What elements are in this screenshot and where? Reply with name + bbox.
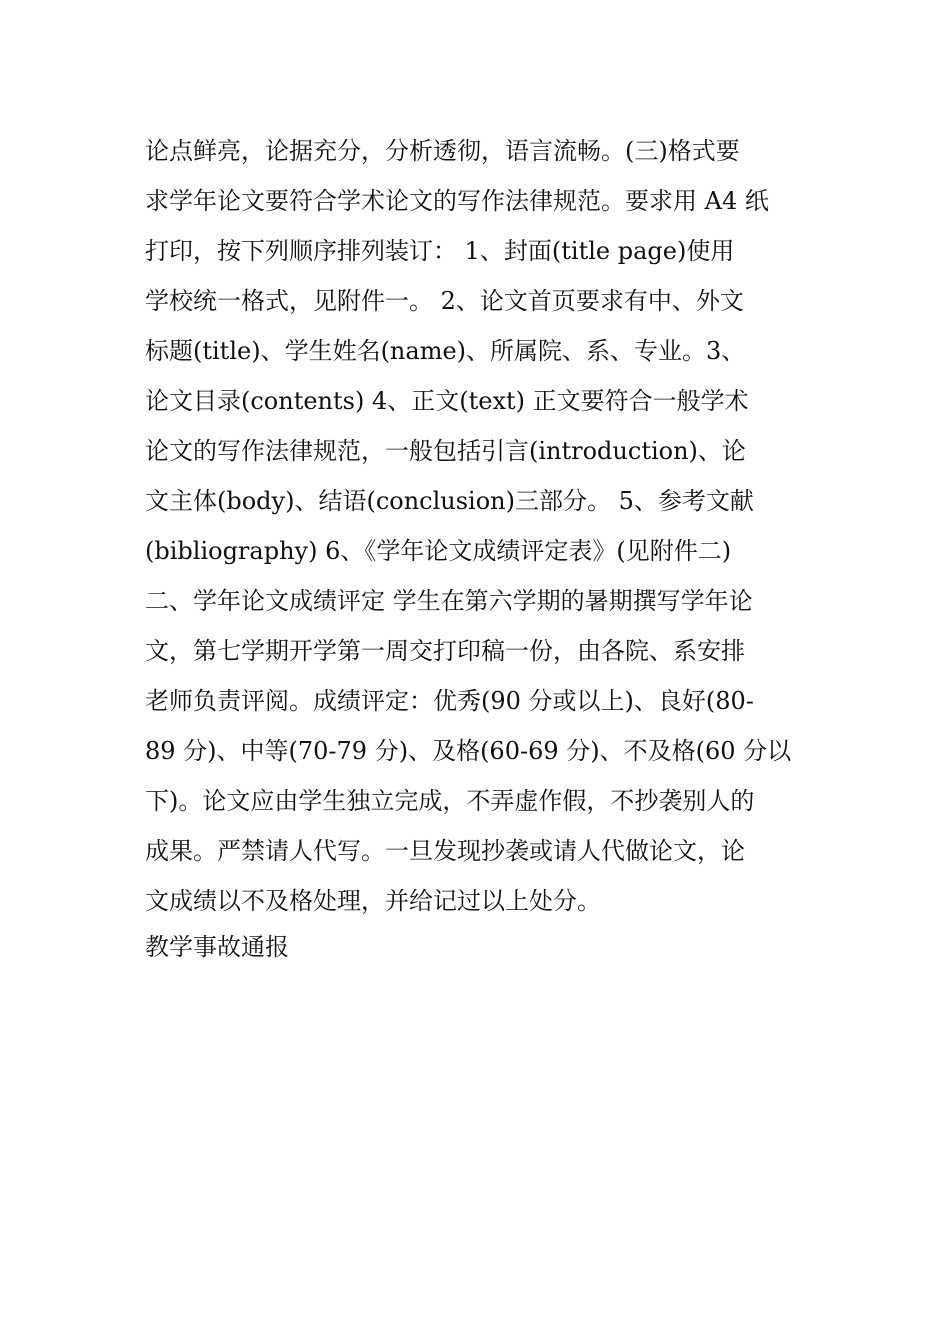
text-line: 老师负责评阅。成绩评定：优秀(90 分或以上)、良好(80- [145,687,754,715]
text-line: 二、学年论文成绩评定 学生在第六学期的暑期撰写学年论 [145,587,753,615]
body-paragraph [145,126,807,926]
text-line: 标题(title)、学生姓名(name)、所属院、系、专业。3、 [145,337,746,365]
text-line: 论点鲜亮，论据充分，分析透彻，语言流畅。(三)格式要 [145,137,740,165]
text-line: 论文的写作法律规范，一般包括引言(introduction)、论 [145,437,746,465]
section-title: 教学事故通报 [145,933,289,961]
text-line: (bibliography) 6、《学年论文成绩评定表》(见附件二) [145,537,732,565]
text-line: 89 分)、中等(70-79 分)、及格(60-69 分)、不及格(60 分以 [145,737,792,765]
text-line: 求学年论文要符合学术论文的写作法律规范。要求用 A4 纸 [145,187,769,215]
text-line: 文成绩以不及格处理，并给记过以上处分。 [145,887,601,915]
text-line: 文，第七学期开学第一周交打印稿一份，由各院、系安排 [145,637,745,665]
text-line: 学校统一格式，见附件一。 2、论文首页要求有中、外文 [145,287,744,315]
text-line: 文主体(body)、结语(conclusion)三部分。 5、参考文献 [145,487,754,515]
text-line: 成果。严禁请人代写。一旦发现抄袭或请人代做论文，论 [145,837,745,865]
text-line: 论文目录(contents) 4、正文(text) 正文要符合一般学术 [145,387,749,415]
text-line: 打印，按下列顺序排列装订： 1、封面(title page)使用 [145,237,735,265]
text-line: 下)。论文应由学生独立完成，不弄虚作假，不抄袭别人的 [145,787,755,815]
